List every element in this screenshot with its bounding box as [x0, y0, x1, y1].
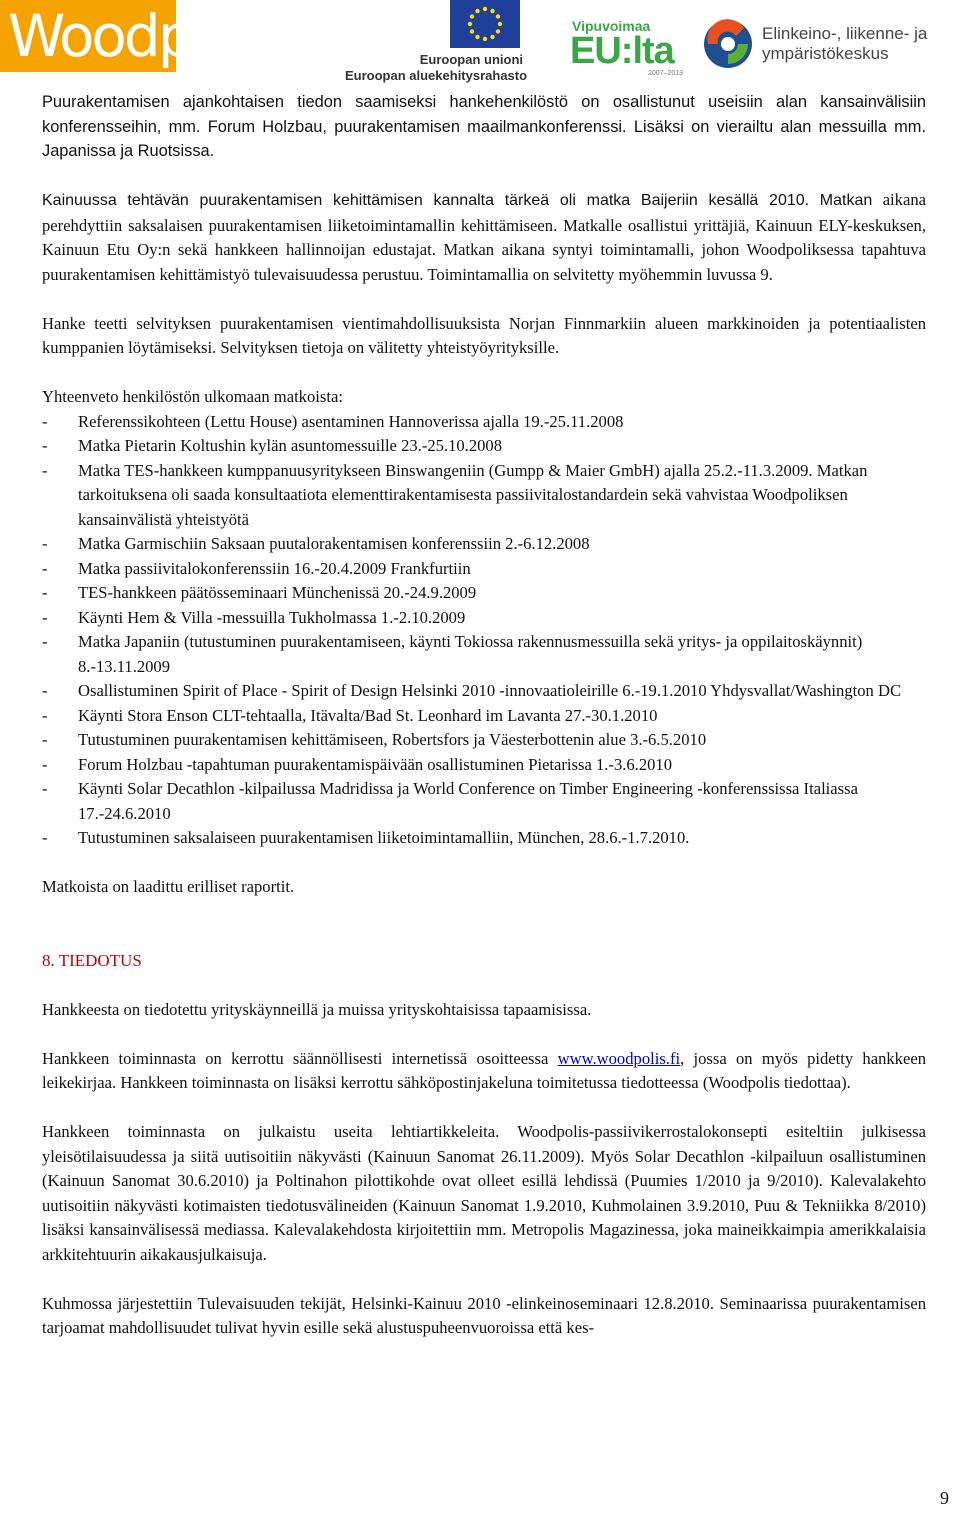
- trip-list-item: [42, 581, 926, 606]
- trip-list-item: [42, 728, 926, 753]
- section-heading-tiedotus: 8. TIEDOTUS: [42, 950, 142, 970]
- paragraph-bavaria-intro: Kainuussa tehtävän puurakentamisen kehittämisen kannalta tärkeä oli matka Baijeriin kesällä 2010. Matkan: [42, 192, 873, 209]
- list-dash: -: [42, 558, 48, 578]
- trip-text: Referenssikohteen (Lettu House) asentaminen Hannoverissa ajalla 19.-25.11.2008: [78, 411, 624, 431]
- paragraph-company-visits: Hankkeesta on tiedotettu yrityskäynneillä ja muissa yrityskohtaisissa tapaamisissa.: [42, 999, 592, 1019]
- list-dash: -: [42, 534, 48, 553]
- trip-list-item: [42, 630, 926, 679]
- trip-list-item: [42, 679, 926, 704]
- eu-flag-icon: [450, 0, 520, 48]
- eu-union-label: Euroopan unioni: [419, 52, 523, 67]
- page-number: 9: [940, 1488, 949, 1508]
- list-dash: -: [42, 583, 48, 602]
- eu-star-icon: [498, 22, 502, 26]
- paragraph-conferences: Puurakentamisen ajankohtaisen tiedon saamiseksi hankehenkilöstö on osallistunut useisiin alan kansainvälisiin konferensseihin, mm. Forum Holzbau, puurakentamisen maailmankonferenssi. Lisäksi on vierailtu alan messuilla mm. Japanissa ja Ruotsissa.: [42, 93, 926, 160]
- paragraph-website-intro: Hankkeen toiminnasta on kerrottu säännöllisesti internetissä osoitteessa: [42, 1048, 558, 1068]
- ely-name-line2: ympäristökeskus: [762, 44, 889, 63]
- list-dash: -: [42, 730, 48, 749]
- paragraph-press-articles: Hankkeen toiminnasta on julkaistu useita lehtiartikkeleita. Woodpolis-passiivikerrostalokonsepti esiteltiin julkisessa yleisötilaisuudessa ja siitä uutisoitiin näkyvästi (Kainuun Sanomat 26.11.2009). Myös Solar Decathlon -kilpailuun osallistuminen (Kainuun Sanomat 30.6.2010) ja Poltinahon pilottikohde ovat olleet esillä lehdissä (Puumies 1/2010 ja 9/2010). Kalevalakehto uutisoitiin näkyvästi kotimaisten tiedotusvälineiden (Kainuun Sanomat 1.9.2010, Kuhmolainen 3.9.2010, Puu & Tekniikka 8/2010) lisäksi kansainvälisessä mediassa. Kalevalakehdosta kirjoitettiin mm. Metropolis Magazinessa, joka maineikkaimpia amerikkalaisia arkkitehtuurin aikakausjulkaisuja.: [42, 1122, 926, 1264]
- trips-list: [42, 410, 926, 851]
- trip-list-item: [42, 606, 926, 631]
- trip-list-item: [42, 410, 926, 435]
- trip-text: Matka Garmischiin Saksaan puutalorakentamisen konferenssiin 2.-6.12.2008: [78, 534, 590, 553]
- trip-text: Matka Japaniin (tutustuminen puurakentamiseen, käynti Tokiossa rakennusmessuilla sekä yritys- ja oppilaitoskäynnit) 8.-13.11.2009: [78, 632, 863, 676]
- page-header: [0, 0, 960, 82]
- trip-list-item: [42, 777, 926, 826]
- eu-star-icon: [496, 14, 500, 18]
- trip-list-item: [42, 557, 926, 582]
- vipu-years: 2007–2013: [648, 70, 684, 77]
- trip-list-item: [42, 459, 926, 533]
- list-dash: -: [42, 460, 48, 480]
- trip-text: Forum Holzbau -tapahtuman puurakentamispäivään osallistuminen Pietarissa 1.-3.6.2010: [78, 754, 673, 774]
- document-body: [42, 90, 926, 1341]
- list-dash: -: [42, 436, 48, 455]
- trips-summary-title: Yhteenveto henkilöstön ulkomaan matkoista:: [42, 387, 343, 406]
- trip-text: Tutustuminen puurakentamisen kehittämiseen, Robertsfors ja Väesterbottenin alue 3.-6.5.2010: [78, 730, 707, 749]
- paragraph-reports: Matkoista on laadittu erilliset raportit.: [42, 877, 295, 896]
- trip-text: Matka TES-hankkeen kumppanuusyritykseen Binswangeniin (Gumpp & Maier GmbH) ajalla 25.2.-11.3.2009. Matkan tarkoituksena oli saada konsultaatiota elementtirakentamisesta passiivitalostandardein sekä vahvistaa Woodpoliksen kansainvälistä yhteistyötä: [78, 460, 868, 529]
- paragraph-website: [42, 1047, 926, 1096]
- paragraph-website-rest: , jossa on myös pidetty hankkeen leikekirjaa. Hankkeen toiminnasta on lisäksi kerrottu sähköpostinjakeluna toimitetussa tiedotteessa (Woodpolis tiedottaa).: [42, 1048, 927, 1092]
- trip-text: TES-hankkeen päätösseminaari Münchenissä 20.-24.9.2009: [78, 583, 477, 602]
- trip-list-item: [42, 704, 926, 729]
- list-dash: -: [42, 632, 48, 651]
- woodpolis-logo: [0, 0, 278, 72]
- list-dash: -: [42, 607, 48, 627]
- eu-star-icon: [483, 37, 487, 41]
- eu-star-icon: [490, 35, 494, 39]
- eu-fund-label: Euroopan aluekehitysrahasto: [345, 68, 528, 83]
- list-dash: -: [42, 779, 48, 798]
- list-dash: -: [42, 828, 48, 847]
- trip-list-item: [42, 434, 926, 459]
- trip-list-item: [42, 532, 926, 557]
- vipuvoimaa-logo: [570, 18, 695, 80]
- eu-star-icon: [475, 35, 479, 39]
- eu-logo: [345, 0, 528, 83]
- paragraph-seminar: Kuhmossa järjestettiin Tulevaisuuden tekijät, Helsinki-Kainuu 2010 -elinkeinoseminaari 12.8.2010. Seminaarissa puurakentamisen tarjoamat mahdollisuudet tulivat hyvin esille sekä alustuspuheenvuoroissa että kes-: [42, 1293, 926, 1337]
- trip-text: Tutustuminen saksalaiseen puurakentamisen liiketoimintamalliin, München, 28.6.-1.7.2010.: [78, 828, 690, 847]
- eu-star-icon: [483, 7, 487, 11]
- list-dash: -: [42, 705, 48, 725]
- paragraph-norway-study: Hanke teetti selvityksen puurakentamisen vientimahdollisuuksista Norjan Finnmarkiin alueen markkinoiden ja potentiaalisten kumppanien löytämiseksi. Selvityksen tietoja on välitetty yhteistyöyrityksille.: [42, 313, 926, 357]
- paragraph-bavaria-rest: aikana perehdyttiin saksalaisen puurakentamisen liiketoimintamallin kehittämiseen. Matkalle osallistui yrittäjiä, Kainuun ELY-keskuksen, Kainuun Etu Oy:n sekä hankkeen hallinnoijan edustajat. Matkan aikana syntyi toimintamalli, johon Woodpoliksessa tapahtuva puurakentamisen kehittämistyö tulevaisuudessa perustuu. Toimintamallia on selvitetty myöhemmin luvussa 9.: [42, 190, 926, 284]
- list-dash: -: [42, 681, 48, 700]
- trip-text: Käynti Stora Enson CLT-tehtaalla, Itävalta/Bad St. Leonhard im Lavanta 27.-30.1.2010: [78, 705, 658, 725]
- eu-star-icon: [475, 9, 479, 13]
- ely-name-line1: Elinkeino-, liikenne- ja: [762, 24, 928, 43]
- trip-text: Matka Pietarin Koltushin kylän asuntomessuille 23.-25.10.2008: [78, 436, 503, 455]
- eu-star-icon: [470, 29, 474, 33]
- woodpolis-logo-text: Woodpolis: [8, 2, 278, 70]
- eu-star-icon: [468, 22, 472, 26]
- trip-list-item: [42, 753, 926, 778]
- ely-logo: [700, 14, 960, 74]
- vipu-eu-text: EU:lta: [570, 30, 674, 72]
- trip-list-item: [42, 826, 926, 851]
- trip-text: Käynti Solar Decathlon -kilpailussa Madridissa ja World Conference on Timber Engineering -konferenssissa Italiassa 17.-24.6.2010: [78, 779, 858, 823]
- trip-text: Matka passiivitalokonferenssiin 16.-20.4.2009 Frankfurtiin: [78, 558, 471, 578]
- vipu-title: Vipuvoimaa: [572, 18, 651, 34]
- list-dash: -: [42, 754, 48, 774]
- eu-star-icon: [490, 9, 494, 13]
- woodpolis-website-link[interactable]: www.woodpolis.fi: [557, 1048, 681, 1068]
- eu-star-icon: [470, 14, 474, 18]
- eu-star-icon: [496, 29, 500, 33]
- paragraph-bavaria-trip: [42, 188, 926, 287]
- ely-emblem-icon: [700, 14, 760, 70]
- trip-text: Käynti Hem & Villa -messuilla Tukholmassa 1.-2.10.2009: [78, 607, 466, 627]
- list-dash: -: [42, 411, 48, 431]
- trip-text: Osallistuminen Spirit of Place - Spirit of Design Helsinki 2010 -innovaatioleirille 6.-19.1.2010 Yhdysvallat/Washington DC: [78, 681, 902, 700]
